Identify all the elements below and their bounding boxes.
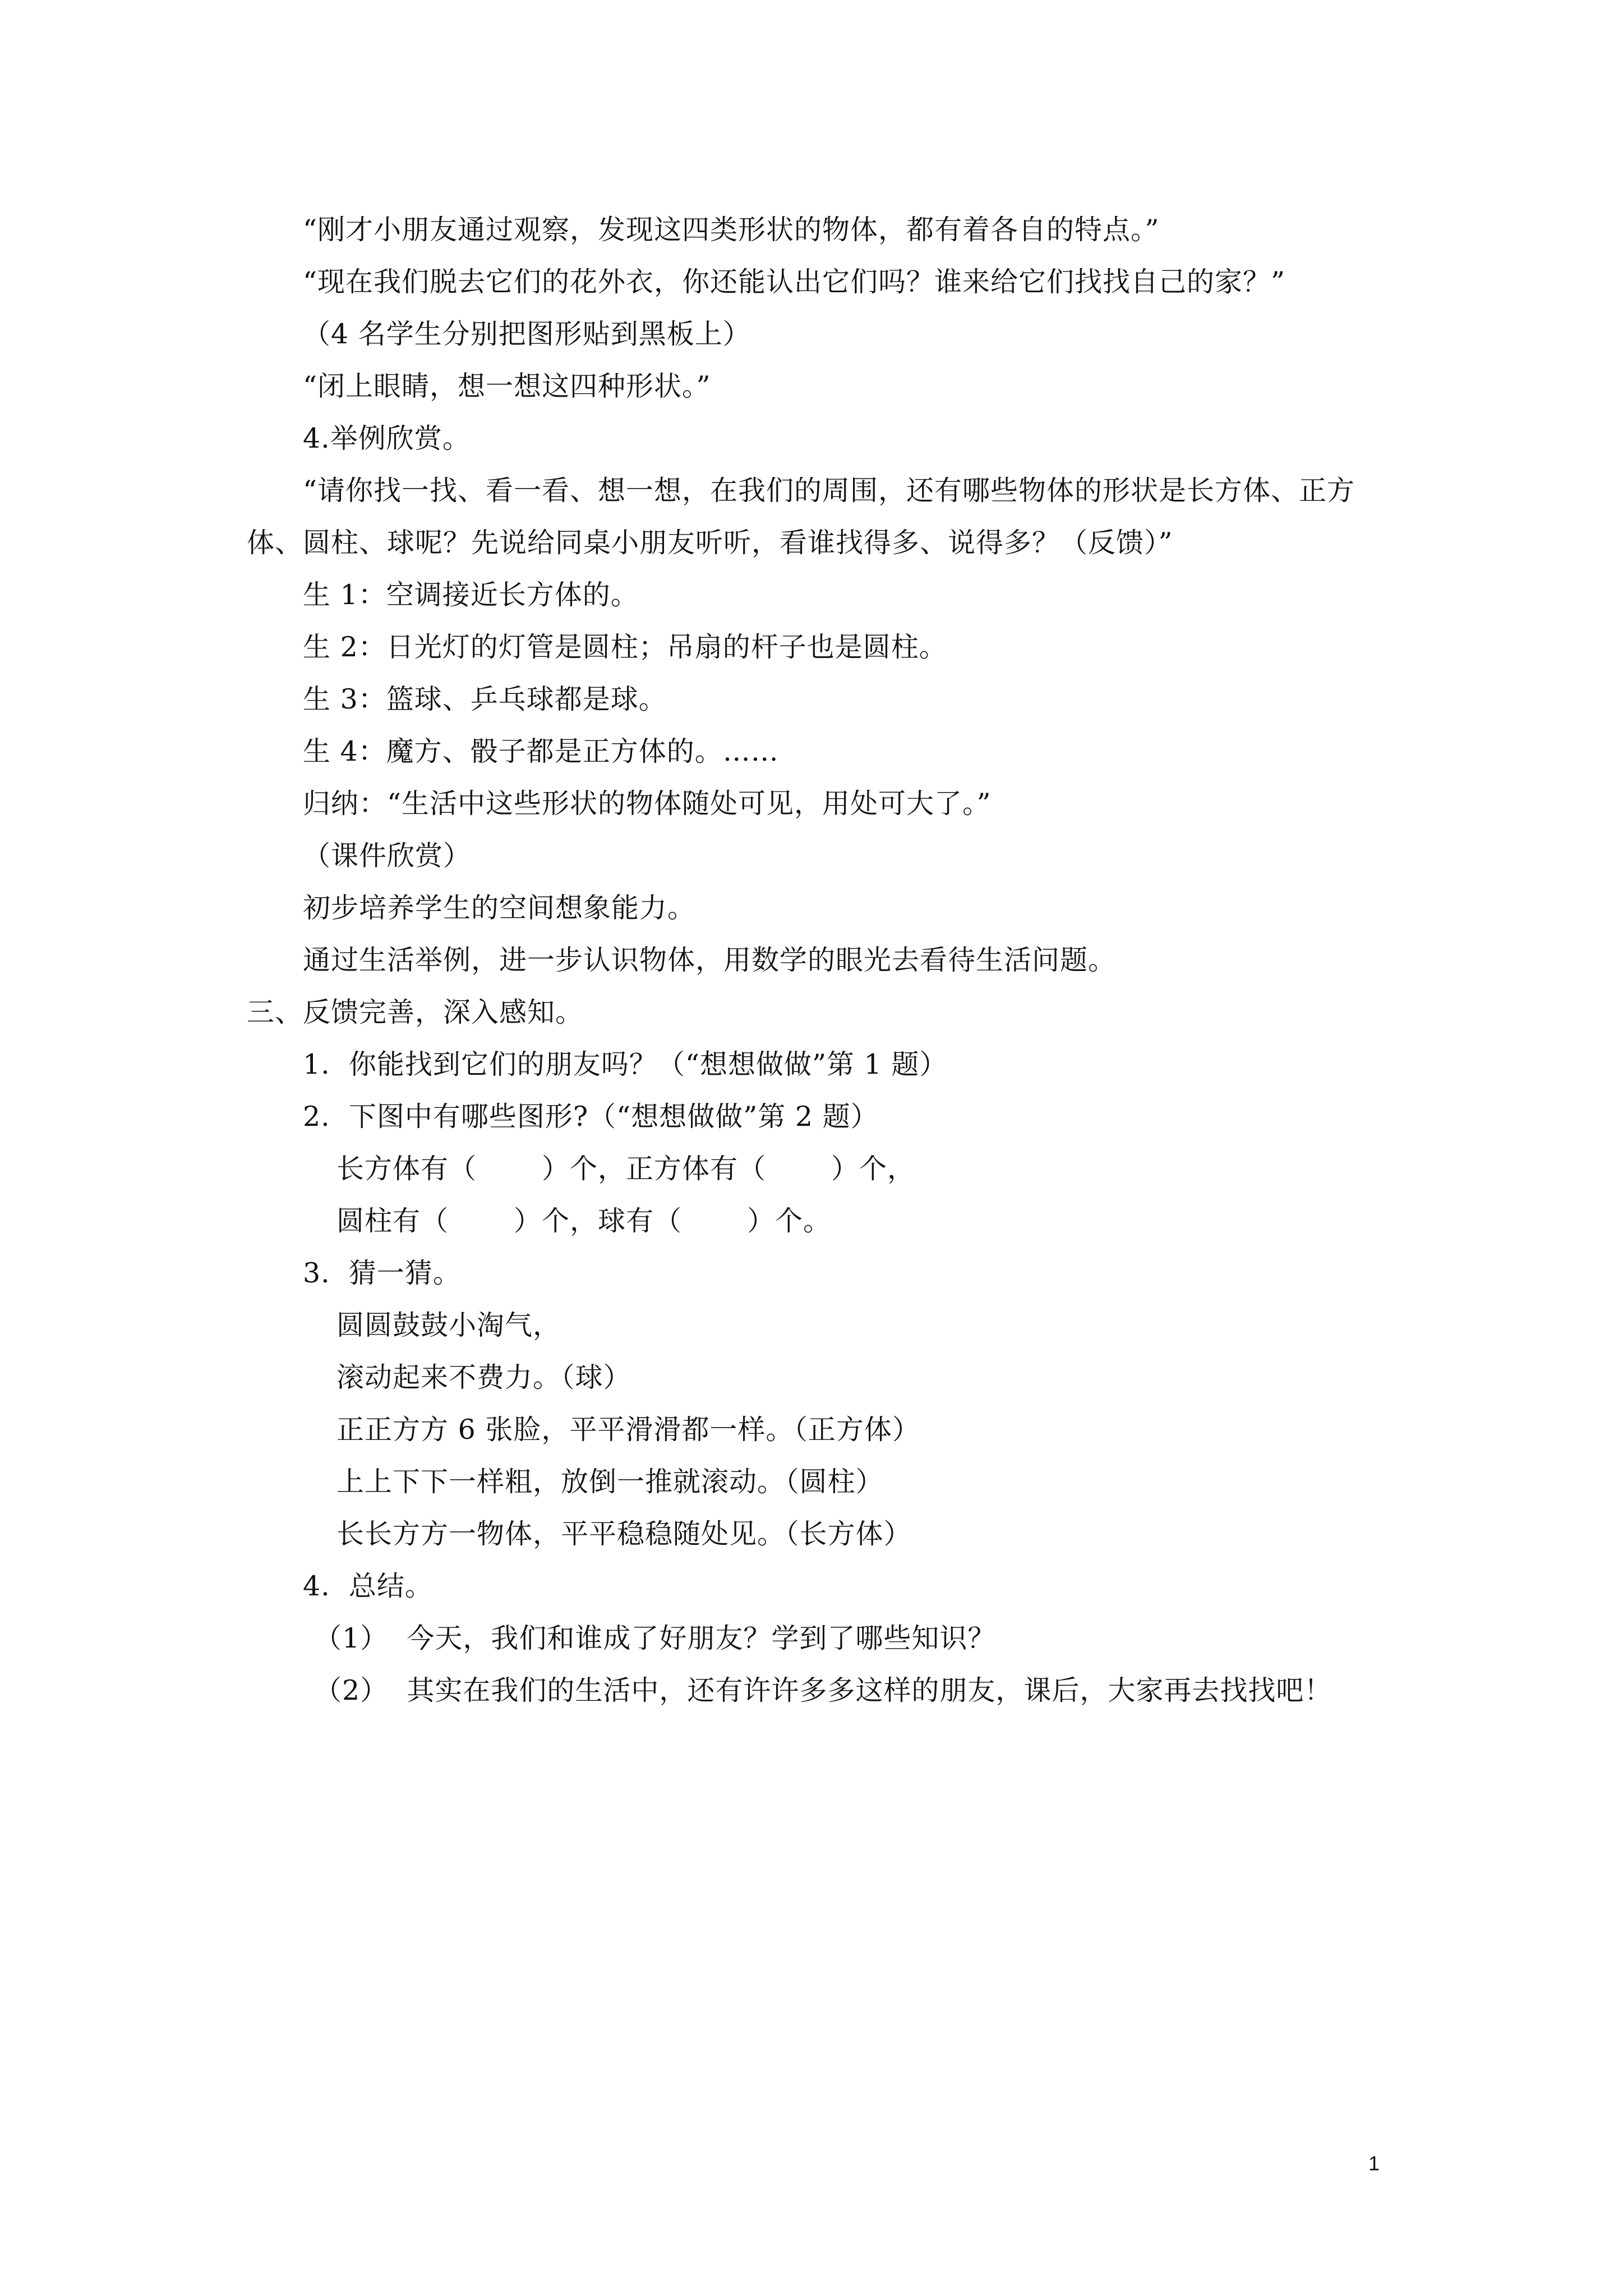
paragraph-line: “刚才小朋友通过观察，发现这四类形状的物体，都有着各自的特点。”: [303, 214, 1160, 246]
paragraph-line: “请你找一找、看一看、想一想，在我们的周围，还有哪些物体的形状是长方体、正方: [303, 475, 1355, 507]
paragraph-line: 生 1：空调接近长方体的。: [303, 579, 639, 611]
section-heading: 4.举例欣赏。: [303, 422, 471, 454]
paragraph-line: 初步培养学生的空间想象能力。: [303, 892, 696, 924]
paragraph-line: 长方体有（ ）个，正方体有（ ）个，: [336, 1153, 916, 1185]
riddle-line: 圆圆鼓鼓小淘气，: [336, 1309, 561, 1341]
riddle-line: 正正方方 6 张脸，平平滑滑都一样。（正方体）: [336, 1414, 920, 1446]
paragraph-line: （课件欣赏）: [303, 840, 472, 872]
paragraph-line: “闭上眼睛，想一想这四种形状。”: [303, 370, 711, 402]
list-item: （2） 其实在我们的生活中，还有许许多多这样的朋友，课后，大家再去找找吧！: [314, 1674, 1332, 1706]
list-item: 2. 下图中有哪些图形?（“想想做做”第 2 题）: [303, 1101, 879, 1133]
list-item: 1. 你能找到它们的朋友吗？（“想想做做”第 1 题）: [303, 1048, 948, 1080]
paragraph-line: “现在我们脱去它们的花外衣，你还能认出它们吗？谁来给它们找找自己的家？”: [303, 266, 1286, 298]
paragraph-line: 归纳：“生活中这些形状的物体随处可见，用处可大了。”: [303, 788, 992, 820]
paragraph-line: 体、圆柱、球呢？先说给同桌小朋友听听，看谁找得多、说得多？（反馈）”: [247, 527, 1173, 559]
page-number: 1: [1368, 2152, 1380, 2175]
paragraph-line: 生 3：篮球、乒乓球都是球。: [303, 683, 667, 715]
section-heading: 三、反馈完善，深入感知。: [247, 996, 584, 1028]
list-item: 3. 猜一猜。: [303, 1257, 461, 1289]
paragraph-line: 生 4：魔方、骰子都是正方体的。……: [303, 735, 779, 767]
paragraph-line: 通过生活举例，进一步认识物体，用数学的眼光去看待生活问题。: [303, 944, 1117, 976]
riddle-line: 滚动起来不费力。（球）: [336, 1361, 631, 1393]
riddle-line: 长长方方一物体，平平稳稳随处见。（长方体）: [336, 1518, 912, 1550]
riddle-line: 上上下下一样粗，放倒一推就滚动。（圆柱）: [336, 1466, 884, 1498]
paragraph-line: （4 名学生分别把图形贴到黑板上）: [303, 318, 751, 350]
paragraph-line: 生 2：日光灯的灯管是圆柱；吊扇的杆子也是圆柱。: [303, 631, 947, 663]
paragraph-line: 圆柱有（ ）个，球有（ ）个。: [336, 1205, 832, 1237]
list-item: 4. 总结。: [303, 1570, 433, 1602]
list-item: （1） 今天，我们和谁成了好朋友？学到了哪些知识？: [314, 1622, 996, 1654]
